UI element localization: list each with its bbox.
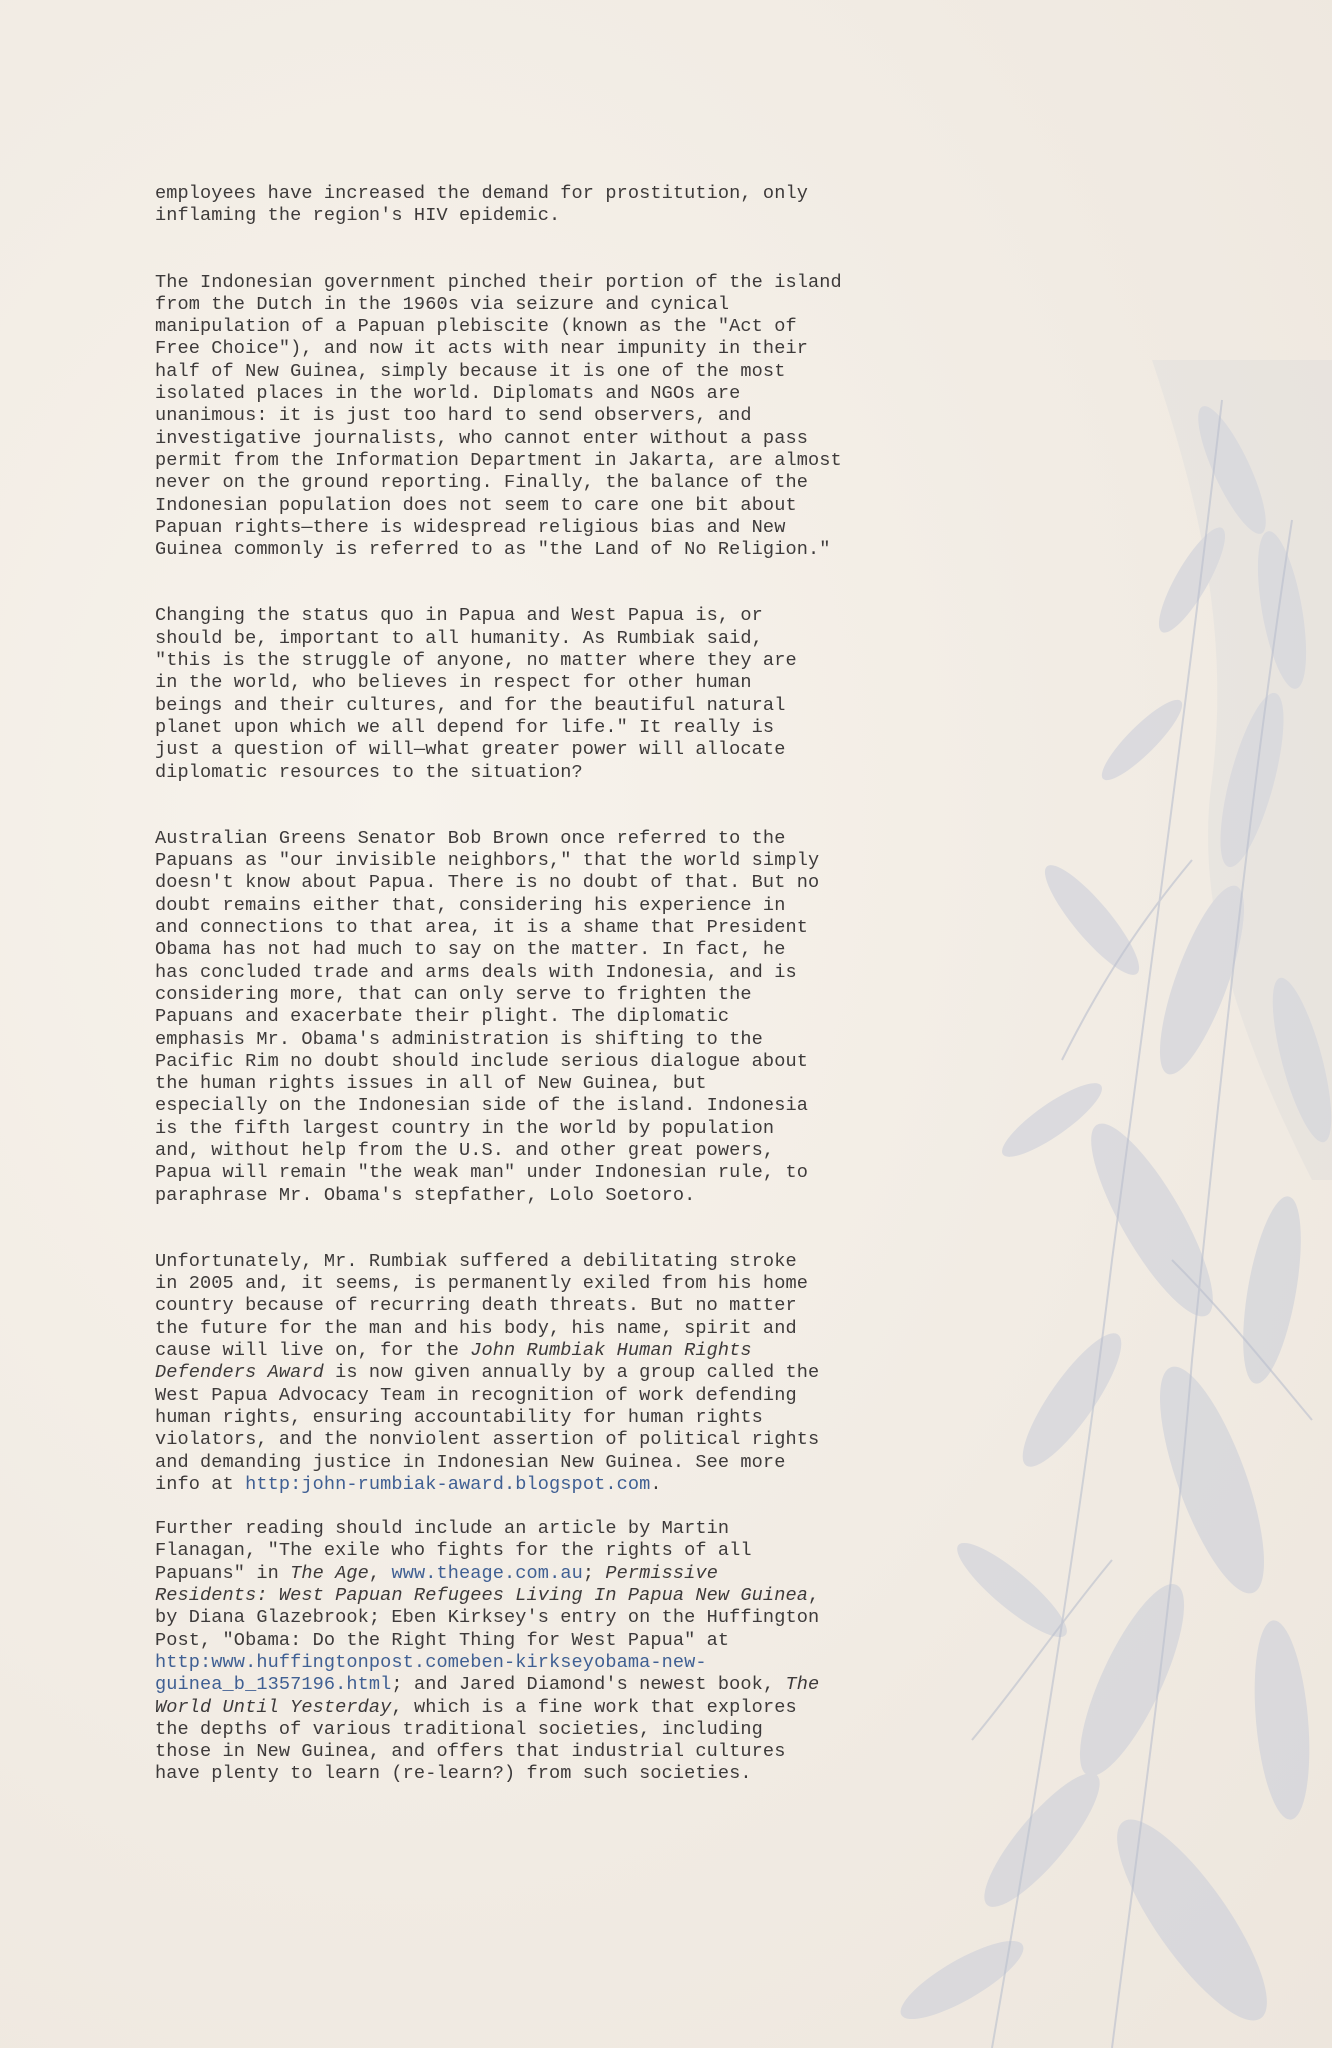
permissive-residents-title: Permissive Residents: West Papuan Refugees Living In Papua New Guinea: [155, 1562, 808, 1607]
paragraph-status-quo: Changing the status quo in Papua and West Papua is, or should be, important to all humanity. As Rumbiak said, "this is the struggle of anyone, no matter where they are in the world, who believes in respect for other human beings and their cultures, and for the beautiful natural planet upon which we all depend for life." It really is just a question of will—what greater power will allocate diplomatic resources to the situation?: [155, 605, 797, 783]
reading-text-b: ,: [368, 1562, 392, 1584]
the-age-title: The Age: [290, 1562, 369, 1584]
reading-text-d: , by Diana Glazebrook; Eben Kirksey's entry on the Huffington Post, "Obama: Do the Right Thing for West Papua" at: [155, 1585, 820, 1651]
rumbiak-award-link[interactable]: http:john-rumbiak-award.blogspot.com: [245, 1473, 651, 1495]
huffington-post-link[interactable]: http:www.huffingtonpost.comeben-kirkseyobama-new- guinea_b_1357196.html: [155, 1651, 707, 1696]
article-body: [155, 183, 915, 1786]
award-text-b: is now given annually by a group called the West Papua Advocacy Team in recognition of work defending human rights, ensuring accountability for human rights violators, and the nonviolent assertion of political rights and demanding justice in Indonesian New Guinea. See more info at: [155, 1362, 820, 1495]
paragraph-indonesian-government: The Indonesian government pinched their portion of the island from the Dutch in the 1960s via seizure and cynical manipulation of a Papuan plebiscite (known as the "Act of Free Choice"), and now it acts with near impunity in their half of New Guinea, simply because it is one of the most isolated places in the world. Diplomats and NGOs are unanimous: it is just too hard to send observers, and investigative journalists, who cannot enter without a pass permit from the Information Department in Jakarta, are almost never on the ground reporting. Finally, the balance of the Indonesian population does not seem to care one bit about Papuan rights—there is widespread religious bias and New Guinea commonly is referred to as "the Land of No Religion.": [155, 271, 842, 561]
reading-text-c: ;: [582, 1562, 606, 1584]
the-age-link[interactable]: www.theage.com.au: [391, 1562, 583, 1584]
reading-text-a: Further reading should include an article by Martin Flanagan, "The exile who fights for the rights of all Papuans" in: [155, 1518, 752, 1584]
reading-text-f: , which is a fine work that explores the depths of various traditional societies, including those in New Guinea, and offers that industrial cultures have plenty to learn (re-learn?) from such societies.: [155, 1696, 797, 1785]
paragraph-further-reading: [155, 1518, 915, 1786]
award-text-a: Unfortunately, Mr. Rumbiak suffered a debilitating stroke in 2005 and, it seems, is permanently exiled from his home country because of recurring death threats. But no matter the future for the man and his body, his name, spirit and cause will live on, for the: [155, 1250, 808, 1362]
paragraph-hiv-epidemic: employees have increased the demand for prostitution, only inflaming the region's HIV epidemic.: [155, 183, 808, 227]
award-text-c: .: [650, 1473, 662, 1495]
paragraph-bob-brown: Australian Greens Senator Bob Brown once referred to the Papuans as "our invisible neighbors," that the world simply doesn't know about Papua. There is no doubt of that. But no doubt remains either that, considering his experience in and connections to that area, it is a shame that President Obama has not had much to say on the matter. In fact, he has concluded trade and arms deals with Indonesia, and is considering more, that can only serve to frighten the Papuans and exacerbate their plight. The diplomatic emphasis Mr. Obama's administration is shifting to the Pacific Rim no doubt should include serious dialogue about the human rights issues in all of New Guinea, but especially on the Indonesian side of the island. Indonesia is the fifth largest country in the world by population and, without help from the U.S. and other great powers, Papua will remain "the weak man" under Indonesian rule, to paraphrase Mr. Obama's stepfather, Lolo Soetoro.: [155, 827, 820, 1206]
reading-text-e: ; and Jared Diamond's newest book,: [391, 1674, 786, 1696]
world-until-yesterday-title: The World Until Yesterday: [155, 1674, 820, 1718]
paragraph-rumbiak-award: [155, 1251, 915, 1496]
award-title: John Rumbiak Human Rights Defenders Award: [155, 1340, 752, 1384]
foliage-illustration: [892, 360, 1332, 2048]
